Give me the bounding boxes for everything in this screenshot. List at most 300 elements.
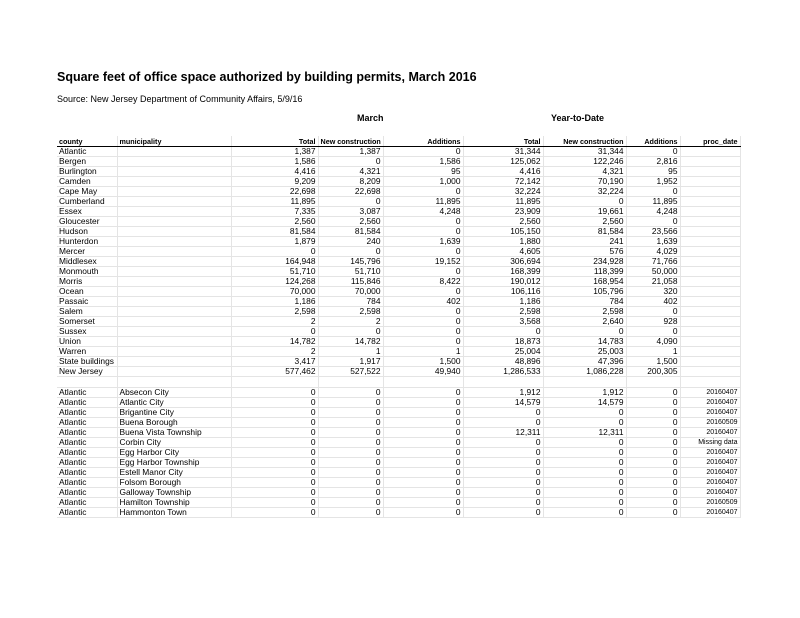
cell-proc-date [680,357,740,367]
cell-ytd-total: 168,399 [463,267,543,277]
cell-ytd-total: 3,568 [463,317,543,327]
cell-ytd-additions: 0 [626,438,680,448]
cell-ytd-additions: 4,248 [626,207,680,217]
county-row [57,357,740,367]
spacer-cell [383,377,463,388]
cell-new-construction: 0 [318,438,383,448]
cell-proc-date: 20160407 [680,458,740,468]
cell-proc-date [680,227,740,237]
cell-additions: 0 [383,267,463,277]
cell-additions: 0 [383,438,463,448]
cell-ytd-new-construction: 168,954 [543,277,626,287]
cell-municipality: Hamilton Township [117,498,231,508]
cell-ytd-new-construction: 0 [543,468,626,478]
cell-new-construction: 81,584 [318,227,383,237]
cell-proc-date [680,347,740,357]
cell-proc-date [680,217,740,227]
cell-ytd-total: 125,062 [463,157,543,167]
cell-ytd-new-construction: 0 [543,458,626,468]
cell-proc-date: 20160407 [680,468,740,478]
cell-municipality: Folsom Borough [117,478,231,488]
cell-county: Camden [57,177,117,187]
cell-proc-date [680,277,740,287]
cell-proc-date: 20160509 [680,498,740,508]
county-row [57,267,740,277]
cell-county: Atlantic [57,408,117,418]
cell-ytd-total: 11,895 [463,197,543,207]
col-header-ytd-additions: Additions [626,136,680,147]
cell-county: Atlantic [57,428,117,438]
municipality-row [57,448,740,458]
cell-ytd-total: 0 [463,498,543,508]
cell-municipality [117,367,231,377]
county-row [57,297,740,307]
cell-ytd-new-construction: 0 [543,488,626,498]
cell-total: 22,698 [231,187,318,197]
county-row [57,317,740,327]
cell-new-construction: 1,917 [318,357,383,367]
cell-ytd-additions: 0 [626,428,680,438]
cell-county: Atlantic [57,468,117,478]
cell-total: 2 [231,347,318,357]
cell-proc-date [680,267,740,277]
col-header-proc-date: proc_date [680,136,740,147]
cell-county: Middlesex [57,257,117,267]
cell-total: 0 [231,247,318,257]
cell-municipality [117,337,231,347]
cell-additions: 0 [383,408,463,418]
cell-new-construction: 2 [318,317,383,327]
cell-total: 11,895 [231,197,318,207]
cell-ytd-new-construction: 0 [543,448,626,458]
cell-proc-date [680,157,740,167]
cell-county: Monmouth [57,267,117,277]
cell-ytd-total: 2,598 [463,307,543,317]
cell-new-construction: 0 [318,508,383,518]
county-row [57,337,740,347]
cell-new-construction: 527,522 [318,367,383,377]
cell-total: 0 [231,418,318,428]
cell-county: Atlantic [57,498,117,508]
cell-municipality: Egg Harbor Township [117,458,231,468]
cell-additions: 1,000 [383,177,463,187]
cell-additions: 0 [383,478,463,488]
cell-county: Passaic [57,297,117,307]
cell-additions: 0 [383,227,463,237]
cell-proc-date: 20160407 [680,388,740,398]
cell-ytd-new-construction: 1,086,228 [543,367,626,377]
cell-total: 3,417 [231,357,318,367]
cell-total: 0 [231,508,318,518]
cell-ytd-new-construction: 70,190 [543,177,626,187]
cell-ytd-additions: 71,766 [626,257,680,267]
cell-new-construction: 784 [318,297,383,307]
col-header-municipality: municipality [117,136,231,147]
cell-proc-date [680,147,740,157]
cell-total: 577,462 [231,367,318,377]
cell-ytd-total: 1,286,533 [463,367,543,377]
cell-ytd-additions: 1,639 [626,237,680,247]
cell-additions: 49,940 [383,367,463,377]
cell-county: State buildings [57,357,117,367]
cell-ytd-additions: 21,058 [626,277,680,287]
cell-municipality [117,247,231,257]
county-row [57,247,740,257]
cell-new-construction: 14,782 [318,337,383,347]
cell-ytd-new-construction: 4,321 [543,167,626,177]
cell-new-construction: 0 [318,478,383,488]
cell-new-construction: 145,796 [318,257,383,267]
cell-proc-date [680,167,740,177]
cell-municipality [117,237,231,247]
cell-ytd-additions: 0 [626,307,680,317]
cell-new-construction: 0 [318,398,383,408]
spacer-cell [543,377,626,388]
cell-ytd-additions: 0 [626,388,680,398]
cell-ytd-total: 106,116 [463,287,543,297]
cell-ytd-additions: 4,029 [626,247,680,257]
cell-municipality [117,177,231,187]
cell-total: 124,268 [231,277,318,287]
cell-additions: 11,895 [383,197,463,207]
cell-proc-date: 20160407 [680,428,740,438]
cell-county: Atlantic [57,488,117,498]
cell-additions: 0 [383,488,463,498]
cell-additions: 0 [383,498,463,508]
cell-municipality: Buena Vista Township [117,428,231,438]
cell-ytd-total: 0 [463,408,543,418]
cell-ytd-new-construction: 241 [543,237,626,247]
cell-total: 0 [231,327,318,337]
cell-ytd-new-construction: 14,783 [543,337,626,347]
cell-ytd-additions: 23,566 [626,227,680,237]
cell-county: Ocean [57,287,117,297]
cell-new-construction: 240 [318,237,383,247]
cell-municipality [117,317,231,327]
cell-ytd-total: 190,012 [463,277,543,287]
municipality-row [57,408,740,418]
cell-additions: 0 [383,468,463,478]
cell-total: 0 [231,488,318,498]
cell-total: 0 [231,428,318,438]
cell-new-construction: 51,710 [318,267,383,277]
cell-ytd-new-construction: 118,399 [543,267,626,277]
cell-additions: 0 [383,327,463,337]
county-row [57,307,740,317]
cell-municipality [117,207,231,217]
cell-new-construction: 1,387 [318,147,383,157]
cell-ytd-new-construction: 2,560 [543,217,626,227]
county-row [57,197,740,207]
cell-new-construction: 0 [318,247,383,257]
county-row [57,287,740,297]
cell-municipality [117,197,231,207]
cell-ytd-total: 0 [463,508,543,518]
cell-ytd-total: 1,880 [463,237,543,247]
cell-total: 0 [231,398,318,408]
cell-ytd-new-construction: 2,640 [543,317,626,327]
cell-ytd-total: 25,004 [463,347,543,357]
cell-proc-date: 20160407 [680,448,740,458]
cell-county: Atlantic [57,438,117,448]
cell-ytd-additions: 0 [626,147,680,157]
cell-ytd-new-construction: 19,661 [543,207,626,217]
cell-municipality [117,187,231,197]
cell-ytd-additions: 0 [626,398,680,408]
cell-additions: 0 [383,458,463,468]
cell-ytd-total: 31,344 [463,147,543,157]
cell-ytd-new-construction: 12,311 [543,428,626,438]
county-row [57,177,740,187]
cell-county: Atlantic [57,458,117,468]
cell-new-construction: 70,000 [318,287,383,297]
report-title: Square feet of office space authorized by building permits, March 2016 [57,70,477,84]
cell-total: 0 [231,468,318,478]
cell-county: Salem [57,307,117,317]
municipality-row [57,428,740,438]
cell-new-construction: 4,321 [318,167,383,177]
cell-ytd-additions: 0 [626,408,680,418]
cell-county: Mercer [57,247,117,257]
cell-ytd-total: 306,694 [463,257,543,267]
cell-new-construction: 0 [318,488,383,498]
cell-ytd-new-construction: 81,584 [543,227,626,237]
cell-additions: 0 [383,508,463,518]
municipality-row [57,398,740,408]
county-row [57,147,740,157]
col-header-additions: Additions [383,136,463,147]
cell-ytd-total: 0 [463,418,543,428]
spacer-cell [626,377,680,388]
cell-county: Sussex [57,327,117,337]
cell-ytd-total: 18,873 [463,337,543,347]
cell-municipality: Buena Borough [117,418,231,428]
cell-ytd-additions: 0 [626,458,680,468]
cell-ytd-new-construction: 25,003 [543,347,626,357]
cell-new-construction: 0 [318,197,383,207]
cell-ytd-additions: 4,090 [626,337,680,347]
cell-proc-date: 20160509 [680,418,740,428]
cell-county: Warren [57,347,117,357]
cell-ytd-total: 0 [463,438,543,448]
cell-ytd-total: 105,150 [463,227,543,237]
cell-municipality [117,257,231,267]
cell-ytd-total: 12,311 [463,428,543,438]
county-row [57,347,740,357]
cell-proc-date [680,257,740,267]
cell-additions: 0 [383,287,463,297]
cell-proc-date: Missing data [680,438,740,448]
cell-additions: 0 [383,247,463,257]
cell-additions: 0 [383,307,463,317]
cell-additions: 0 [383,317,463,327]
cell-proc-date: 20160407 [680,408,740,418]
cell-proc-date: 20160407 [680,488,740,498]
cell-ytd-total: 0 [463,468,543,478]
cell-ytd-additions: 0 [626,448,680,458]
cell-ytd-new-construction: 0 [543,478,626,488]
cell-total: 4,416 [231,167,318,177]
county-row [57,257,740,267]
cell-ytd-total: 0 [463,478,543,488]
cell-county: Atlantic [57,448,117,458]
municipality-row [57,468,740,478]
cell-ytd-new-construction: 784 [543,297,626,307]
cell-total: 0 [231,388,318,398]
cell-municipality [117,297,231,307]
cell-county: New Jersey [57,367,117,377]
cell-municipality: Absecon City [117,388,231,398]
cell-ytd-additions: 0 [626,478,680,488]
cell-municipality [117,277,231,287]
cell-ytd-new-construction: 2,598 [543,307,626,317]
cell-proc-date [680,287,740,297]
cell-ytd-additions: 1,500 [626,357,680,367]
cell-proc-date [680,207,740,217]
cell-new-construction: 0 [318,408,383,418]
cell-county: Morris [57,277,117,287]
cell-total: 2,598 [231,307,318,317]
cell-county: Atlantic [57,147,117,157]
cell-additions: 402 [383,297,463,307]
cell-ytd-additions: 200,305 [626,367,680,377]
county-row [57,227,740,237]
cell-total: 9,209 [231,177,318,187]
cell-county: Atlantic [57,508,117,518]
cell-total: 0 [231,448,318,458]
municipality-row [57,438,740,448]
cell-additions: 95 [383,167,463,177]
cell-ytd-new-construction: 1,912 [543,388,626,398]
cell-county: Cumberland [57,197,117,207]
cell-county: Burlington [57,167,117,177]
cell-ytd-new-construction: 122,246 [543,157,626,167]
cell-municipality: Galloway Township [117,488,231,498]
cell-total: 164,948 [231,257,318,267]
spacer-cell [318,377,383,388]
cell-ytd-new-construction: 32,224 [543,187,626,197]
cell-additions: 0 [383,398,463,408]
cell-municipality [117,267,231,277]
cell-total: 14,782 [231,337,318,347]
cell-ytd-new-construction: 47,396 [543,357,626,367]
cell-ytd-additions: 0 [626,327,680,337]
header-row [57,136,740,147]
cell-proc-date: 20160407 [680,508,740,518]
cell-new-construction: 0 [318,157,383,167]
cell-new-construction: 0 [318,468,383,478]
cell-proc-date [680,237,740,247]
cell-ytd-new-construction: 105,796 [543,287,626,297]
cell-proc-date [680,297,740,307]
cell-total: 1,879 [231,237,318,247]
cell-proc-date [680,327,740,337]
cell-additions: 0 [383,147,463,157]
municipality-row [57,458,740,468]
spacer-cell [117,377,231,388]
cell-proc-date [680,307,740,317]
cell-ytd-total: 0 [463,458,543,468]
spacer-cell [463,377,543,388]
cell-additions: 0 [383,428,463,438]
cell-proc-date [680,177,740,187]
cell-county: Cape May [57,187,117,197]
cell-additions: 0 [383,337,463,347]
cell-additions: 0 [383,388,463,398]
cell-additions: 8,422 [383,277,463,287]
cell-ytd-additions: 928 [626,317,680,327]
cell-total: 0 [231,408,318,418]
cell-new-construction: 0 [318,418,383,428]
cell-additions: 0 [383,448,463,458]
cell-ytd-additions: 402 [626,297,680,307]
cell-proc-date [680,367,740,377]
cell-municipality [117,287,231,297]
cell-ytd-additions: 1,952 [626,177,680,187]
cell-ytd-new-construction: 0 [543,498,626,508]
cell-ytd-new-construction: 0 [543,418,626,428]
cell-new-construction: 0 [318,448,383,458]
cell-ytd-total: 32,224 [463,187,543,197]
col-header-new-construction: New construction [318,136,383,147]
municipality-row [57,488,740,498]
cell-county: Atlantic [57,398,117,408]
cell-ytd-additions: 0 [626,217,680,227]
cell-new-construction: 0 [318,458,383,468]
county-row [57,237,740,247]
cell-total: 1,586 [231,157,318,167]
county-row [57,157,740,167]
cell-county: Union [57,337,117,347]
cell-municipality [117,157,231,167]
cell-additions: 1 [383,347,463,357]
cell-total: 1,387 [231,147,318,157]
cell-new-construction: 22,698 [318,187,383,197]
cell-municipality [117,227,231,237]
spacer-cell [680,377,740,388]
spacer-cell [57,377,117,388]
cell-municipality: Egg Harbor City [117,448,231,458]
cell-ytd-additions: 11,895 [626,197,680,207]
cell-county: Essex [57,207,117,217]
cell-municipality: Brigantine City [117,408,231,418]
cell-municipality [117,357,231,367]
municipality-row [57,478,740,488]
county-row [57,217,740,227]
cell-additions: 19,152 [383,257,463,267]
county-row [57,207,740,217]
cell-ytd-total: 0 [463,327,543,337]
cell-ytd-new-construction: 14,579 [543,398,626,408]
cell-ytd-total: 4,605 [463,247,543,257]
cell-county: Gloucester [57,217,117,227]
cell-municipality [117,167,231,177]
county-row [57,367,740,377]
cell-ytd-additions: 0 [626,468,680,478]
cell-ytd-additions: 95 [626,167,680,177]
cell-municipality [117,327,231,337]
spacer-cell [231,377,318,388]
col-header-county: county [57,136,117,147]
cell-proc-date: 20160407 [680,398,740,408]
cell-municipality: Corbin City [117,438,231,448]
cell-municipality: Hammonton Town [117,508,231,518]
cell-additions: 0 [383,418,463,428]
cell-total: 2 [231,317,318,327]
cell-ytd-new-construction: 234,928 [543,257,626,267]
cell-additions: 4,248 [383,207,463,217]
section-spacer [57,377,740,388]
